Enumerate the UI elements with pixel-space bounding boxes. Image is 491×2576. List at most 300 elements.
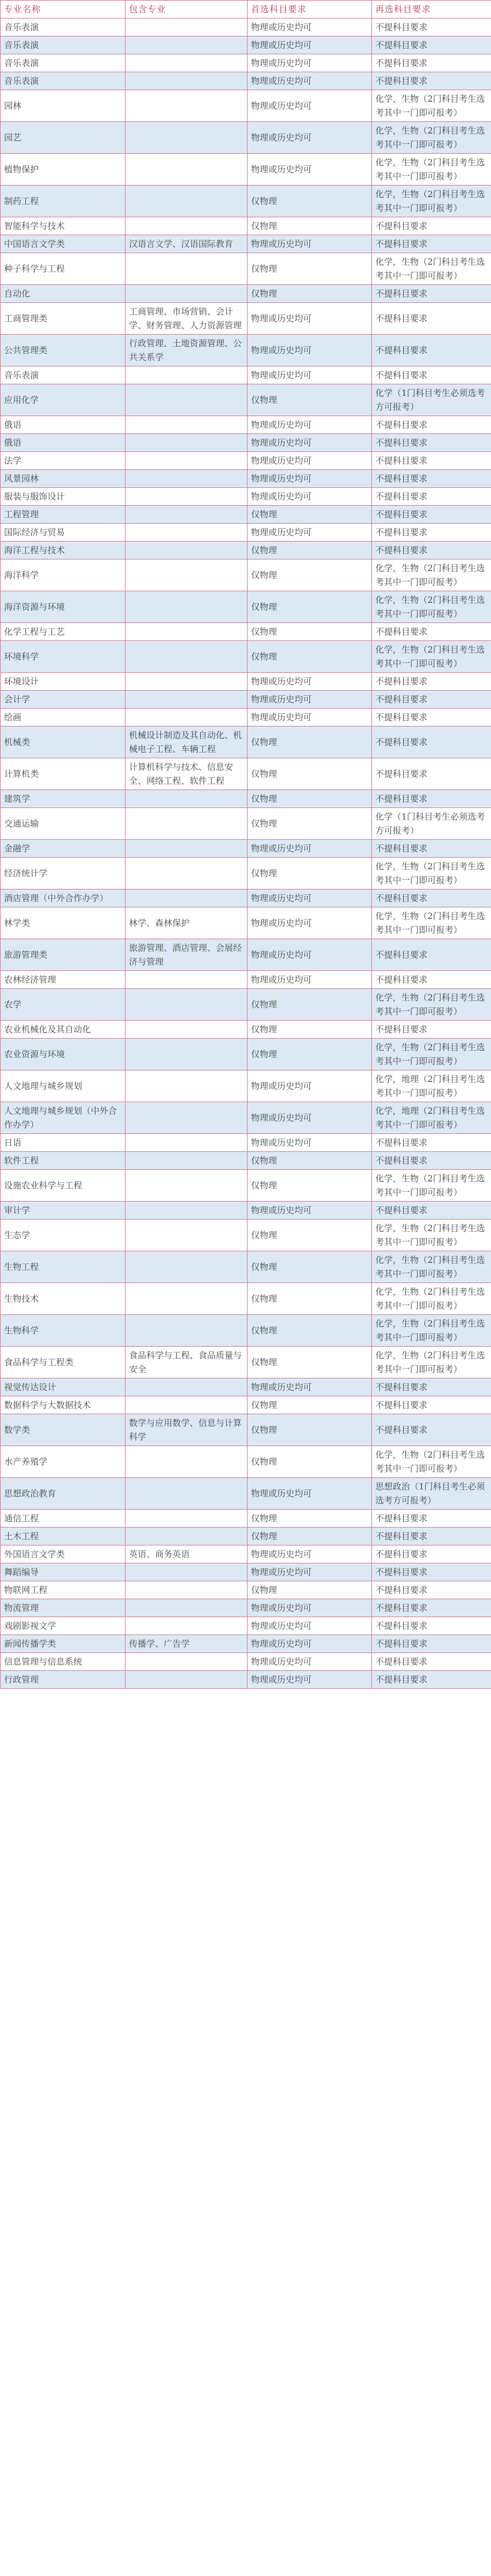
major-name-cell: 中国语言文学类 [1, 235, 125, 253]
reselect-cell: 化学（1门科目考生必须选考方可报考） [372, 384, 491, 416]
major-name-cell: 水产养殖学 [1, 1446, 125, 1478]
major-name-cell: 风景园林 [1, 470, 125, 488]
major-name-cell: 数学类 [1, 1414, 125, 1446]
included-majors-cell [125, 1563, 248, 1581]
table-row [1, 1510, 491, 1528]
table-row [1, 1653, 491, 1671]
first-choice-cell: 仅物理 [248, 285, 372, 303]
major-name-cell: 信息管理与信息系统 [1, 1653, 125, 1671]
included-majors-cell [125, 122, 248, 154]
major-name-cell: 音乐表演 [1, 366, 125, 384]
included-majors-cell [125, 1220, 248, 1251]
reselect-cell: 不提科目要求 [372, 506, 491, 524]
first-choice-cell: 物理或历史均可 [248, 691, 372, 709]
reselect-cell: 不提科目要求 [372, 416, 491, 434]
first-choice-cell: 物理或历史均可 [248, 452, 372, 470]
reselect-cell: 不提科目要求 [372, 235, 491, 253]
included-majors-cell: 英语、商务英语 [125, 1545, 248, 1563]
reselect-cell: 不提科目要求 [372, 1152, 491, 1170]
reselect-cell: 化学，生物（2门科目考生选考其中一门即可报考） [372, 641, 491, 673]
table-row [1, 1617, 491, 1635]
first-choice-cell: 仅物理 [248, 1581, 372, 1599]
included-majors-cell [125, 1170, 248, 1202]
first-choice-cell: 仅物理 [248, 591, 372, 623]
reselect-cell: 不提科目要求 [372, 542, 491, 559]
table-row [1, 1152, 491, 1170]
major-name-cell: 海洋工程与技术 [1, 542, 125, 559]
table-header [1, 1, 491, 18]
table-row [1, 641, 491, 673]
reselect-cell: 化学，生物（2门科目考生选考其中一门即可报考） [372, 907, 491, 939]
major-name-cell: 音乐表演 [1, 18, 125, 36]
table-row [1, 591, 491, 623]
included-majors-cell [125, 1152, 248, 1170]
included-majors-cell [125, 1070, 248, 1102]
first-choice-cell: 仅物理 [248, 1510, 372, 1528]
major-name-cell: 新闻传播学类 [1, 1635, 125, 1653]
major-name-cell: 金融学 [1, 840, 125, 858]
major-name-cell: 音乐表演 [1, 54, 125, 72]
major-name-cell: 音乐表演 [1, 36, 125, 54]
table-row [1, 1671, 491, 1689]
major-name-cell: 物联网工程 [1, 1581, 125, 1599]
reselect-cell: 化学，生物（2门科目考生选考其中一门即可报考） [372, 1170, 491, 1202]
first-choice-cell: 仅物理 [248, 989, 372, 1021]
first-choice-cell: 物理或历史均可 [248, 889, 372, 907]
major-name-cell: 计算机类 [1, 758, 125, 790]
reselect-cell: 不提科目要求 [372, 1510, 491, 1528]
included-majors-cell [125, 1478, 248, 1510]
table-row [1, 1446, 491, 1478]
reselect-cell: 不提科目要求 [372, 285, 491, 303]
table-row [1, 154, 491, 186]
major-name-cell: 制药工程 [1, 186, 125, 217]
table-row [1, 122, 491, 154]
table-row [1, 18, 491, 36]
first-choice-cell: 仅物理 [248, 858, 372, 889]
first-choice-cell: 物理或历史均可 [248, 1671, 372, 1689]
major-name-cell: 绘画 [1, 709, 125, 727]
first-choice-cell: 物理或历史均可 [248, 1478, 372, 1510]
first-choice-cell: 物理或历史均可 [248, 1653, 372, 1671]
major-name-cell: 农林经济管理 [1, 971, 125, 989]
first-choice-cell: 物理或历史均可 [248, 154, 372, 186]
major-name-cell: 思想政治教育 [1, 1478, 125, 1510]
reselect-cell: 不提科目要求 [372, 366, 491, 384]
first-choice-cell: 仅物理 [248, 1446, 372, 1478]
major-name-cell: 服装与服饰设计 [1, 488, 125, 506]
table-row [1, 790, 491, 808]
first-choice-cell: 仅物理 [248, 1283, 372, 1315]
reselect-cell: 不提科目要求 [372, 758, 491, 790]
included-majors-cell [125, 840, 248, 858]
major-name-cell: 软件工程 [1, 1152, 125, 1170]
table-row [1, 186, 491, 217]
first-choice-cell: 物理或历史均可 [248, 36, 372, 54]
first-choice-cell: 仅物理 [248, 1152, 372, 1170]
table-row [1, 758, 491, 790]
included-majors-cell [125, 1283, 248, 1315]
reselect-cell: 化学，生物（2门科目考生选考其中一门即可报考） [372, 1315, 491, 1347]
table-row [1, 1102, 491, 1134]
first-choice-cell: 仅物理 [248, 506, 372, 524]
major-name-cell: 化学工程与工艺 [1, 623, 125, 641]
first-choice-cell: 仅物理 [248, 623, 372, 641]
included-majors-cell: 汉语言文学、汉语国际教育 [125, 235, 248, 253]
included-majors-cell: 计算机科学与技术、信息安全、网络工程、软件工程 [125, 758, 248, 790]
major-name-cell: 法学 [1, 452, 125, 470]
major-name-cell: 农业机械化及其自动化 [1, 1021, 125, 1039]
included-majors-cell: 林学、森林保护 [125, 907, 248, 939]
major-name-cell: 自动化 [1, 285, 125, 303]
major-name-cell: 会计学 [1, 691, 125, 709]
table-row [1, 235, 491, 253]
included-majors-cell [125, 623, 248, 641]
included-majors-cell [125, 452, 248, 470]
reselect-cell: 不提科目要求 [372, 790, 491, 808]
major-name-cell: 人文地理与城乡规划 [1, 1070, 125, 1102]
major-name-cell: 种子科学与工程 [1, 253, 125, 285]
first-choice-cell: 仅物理 [248, 542, 372, 559]
table-row [1, 54, 491, 72]
reselect-cell: 不提科目要求 [372, 434, 491, 452]
table-row [1, 1283, 491, 1315]
reselect-cell: 化学，生物（2门科目考生选考其中一门即可报考） [372, 90, 491, 122]
first-choice-cell: 仅物理 [248, 1347, 372, 1378]
included-majors-cell [125, 1378, 248, 1396]
first-choice-cell: 物理或历史均可 [248, 1202, 372, 1220]
included-majors-cell [125, 506, 248, 524]
major-name-cell: 工商管理类 [1, 303, 125, 335]
table-row [1, 1220, 491, 1251]
table-row [1, 434, 491, 452]
reselect-cell: 不提科目要求 [372, 1378, 491, 1396]
first-choice-cell: 仅物理 [248, 253, 372, 285]
included-majors-cell [125, 1617, 248, 1635]
first-choice-cell: 物理或历史均可 [248, 366, 372, 384]
table-row [1, 1478, 491, 1510]
reselect-cell: 不提科目要求 [372, 1671, 491, 1689]
major-name-cell: 行政管理 [1, 1671, 125, 1689]
table-row [1, 303, 491, 335]
reselect-cell: 化学，生物（2门科目考生选考其中一门即可报考） [372, 253, 491, 285]
header-reselect-subject: 再选科目要求 [372, 1, 491, 18]
first-choice-cell: 物理或历史均可 [248, 235, 372, 253]
reselect-cell: 不提科目要求 [372, 524, 491, 542]
table-row [1, 72, 491, 90]
first-choice-cell: 仅物理 [248, 1039, 372, 1070]
reselect-cell: 不提科目要求 [372, 691, 491, 709]
first-choice-cell: 仅物理 [248, 1528, 372, 1545]
table-row [1, 217, 491, 235]
table-row [1, 1039, 491, 1070]
table-row [1, 253, 491, 285]
major-name-cell: 国际经济与贸易 [1, 524, 125, 542]
reselect-cell: 化学，生物（2门科目考生选考其中一门即可报考） [372, 1446, 491, 1478]
included-majors-cell: 旅游管理、酒店管理、会展经济与管理 [125, 939, 248, 971]
major-name-cell: 舞蹈编导 [1, 1563, 125, 1581]
major-name-cell: 海洋科学 [1, 559, 125, 591]
reselect-cell: 不提科目要求 [372, 72, 491, 90]
reselect-cell: 化学，生物（2门科目考生选考其中一门即可报考） [372, 1220, 491, 1251]
table-row [1, 559, 491, 591]
first-choice-cell: 物理或历史均可 [248, 1545, 372, 1563]
first-choice-cell: 物理或历史均可 [248, 1070, 372, 1102]
major-name-cell: 土木工程 [1, 1528, 125, 1545]
table-row [1, 1021, 491, 1039]
reselect-cell: 不提科目要求 [372, 939, 491, 971]
first-choice-cell: 物理或历史均可 [248, 1635, 372, 1653]
major-name-cell: 旅游管理类 [1, 939, 125, 971]
table-row [1, 1170, 491, 1202]
major-name-cell: 生态学 [1, 1220, 125, 1251]
first-choice-cell: 物理或历史均可 [248, 1378, 372, 1396]
reselect-cell: 不提科目要求 [372, 623, 491, 641]
table-row [1, 36, 491, 54]
header-row [1, 1, 491, 18]
reselect-cell: 化学，生物（2门科目考生选考其中一门即可报考） [372, 1251, 491, 1283]
major-name-cell: 智能科学与技术 [1, 217, 125, 235]
table-row [1, 1528, 491, 1545]
first-choice-cell: 物理或历史均可 [248, 709, 372, 727]
first-choice-cell: 物理或历史均可 [248, 303, 372, 335]
table-row [1, 889, 491, 907]
first-choice-cell: 仅物理 [248, 1220, 372, 1251]
included-majors-cell [125, 154, 248, 186]
table-row [1, 524, 491, 542]
reselect-cell: 不提科目要求 [372, 36, 491, 54]
major-name-cell: 园艺 [1, 122, 125, 154]
major-name-cell: 日语 [1, 1134, 125, 1152]
reselect-cell: 化学，生物（2门科目考生选考其中一门即可报考） [372, 1347, 491, 1378]
included-majors-cell: 传播学、广告学 [125, 1635, 248, 1653]
reselect-cell: 不提科目要求 [372, 18, 491, 36]
major-name-cell: 设施农业科学与工程 [1, 1170, 125, 1202]
table-row [1, 366, 491, 384]
table-row [1, 1581, 491, 1599]
table-row [1, 506, 491, 524]
table-row [1, 542, 491, 559]
included-majors-cell [125, 1134, 248, 1152]
included-majors-cell [125, 691, 248, 709]
included-majors-cell [125, 1102, 248, 1134]
major-name-cell: 生物科学 [1, 1315, 125, 1347]
included-majors-cell [125, 889, 248, 907]
included-majors-cell [125, 1510, 248, 1528]
major-name-cell: 农学 [1, 989, 125, 1021]
reselect-cell: 不提科目要求 [372, 335, 491, 366]
reselect-cell: 不提科目要求 [372, 1581, 491, 1599]
included-majors-cell [125, 366, 248, 384]
major-name-cell: 通信工程 [1, 1510, 125, 1528]
table-row [1, 1563, 491, 1581]
reselect-cell: 不提科目要求 [372, 1617, 491, 1635]
major-name-cell: 海洋资源与环境 [1, 591, 125, 623]
included-majors-cell [125, 1039, 248, 1070]
reselect-cell: 不提科目要求 [372, 709, 491, 727]
table-row [1, 470, 491, 488]
included-majors-cell [125, 989, 248, 1021]
table-row [1, 623, 491, 641]
first-choice-cell: 物理或历史均可 [248, 434, 372, 452]
reselect-cell: 不提科目要求 [372, 889, 491, 907]
included-majors-cell [125, 1396, 248, 1414]
reselect-cell: 不提科目要求 [372, 1202, 491, 1220]
first-choice-cell: 物理或历史均可 [248, 524, 372, 542]
first-choice-cell: 仅物理 [248, 1251, 372, 1283]
table-row [1, 673, 491, 691]
included-majors-cell [125, 217, 248, 235]
reselect-cell: 不提科目要求 [372, 673, 491, 691]
first-choice-cell: 仅物理 [248, 1414, 372, 1446]
included-majors-cell [125, 72, 248, 90]
included-majors-cell [125, 384, 248, 416]
included-majors-cell [125, 559, 248, 591]
first-choice-cell: 物理或历史均可 [248, 1617, 372, 1635]
included-majors-cell [125, 971, 248, 989]
major-name-cell: 生物技术 [1, 1283, 125, 1315]
included-majors-cell [125, 18, 248, 36]
first-choice-cell: 物理或历史均可 [248, 54, 372, 72]
table-row [1, 709, 491, 727]
included-majors-cell [125, 591, 248, 623]
first-choice-cell: 物理或历史均可 [248, 416, 372, 434]
major-name-cell: 林学类 [1, 907, 125, 939]
table-row [1, 808, 491, 840]
included-majors-cell [125, 1251, 248, 1283]
major-name-cell: 交通运输 [1, 808, 125, 840]
first-choice-cell: 仅物理 [248, 384, 372, 416]
first-choice-cell: 物理或历史均可 [248, 971, 372, 989]
reselect-cell: 不提科目要求 [372, 1563, 491, 1581]
major-name-cell: 俄语 [1, 416, 125, 434]
included-majors-cell: 食品科学与工程、食品质量与安全 [125, 1347, 248, 1378]
included-majors-cell [125, 488, 248, 506]
major-name-cell: 应用化学 [1, 384, 125, 416]
included-majors-cell [125, 709, 248, 727]
reselect-cell: 化学，地理（2门科目考生选考其中一门即可报考） [372, 1070, 491, 1102]
included-majors-cell [125, 808, 248, 840]
reselect-cell: 不提科目要求 [372, 1545, 491, 1563]
reselect-cell: 化学，生物（2门科目考生选考其中一门即可报考） [372, 591, 491, 623]
reselect-cell: 不提科目要求 [372, 1396, 491, 1414]
reselect-cell: 化学，生物（2门科目考生选考其中一门即可报考） [372, 858, 491, 889]
first-choice-cell: 物理或历史均可 [248, 673, 372, 691]
major-name-cell: 外国语言文学类 [1, 1545, 125, 1563]
included-majors-cell [125, 1315, 248, 1347]
table-row [1, 1599, 491, 1617]
included-majors-cell [125, 673, 248, 691]
first-choice-cell: 物理或历史均可 [248, 90, 372, 122]
table-row [1, 285, 491, 303]
major-name-cell: 俄语 [1, 434, 125, 452]
table-row [1, 452, 491, 470]
first-choice-cell: 物理或历史均可 [248, 72, 372, 90]
first-choice-cell: 仅物理 [248, 217, 372, 235]
included-majors-cell [125, 790, 248, 808]
table-row [1, 1347, 491, 1378]
table-row [1, 1414, 491, 1446]
included-majors-cell [125, 54, 248, 72]
major-name-cell: 审计学 [1, 1202, 125, 1220]
reselect-cell: 不提科目要求 [372, 1134, 491, 1152]
included-majors-cell [125, 1653, 248, 1671]
reselect-cell: 化学，生物（2门科目考生选考其中一门即可报考） [372, 122, 491, 154]
included-majors-cell [125, 434, 248, 452]
reselect-cell: 不提科目要求 [372, 1021, 491, 1039]
first-choice-cell: 物理或历史均可 [248, 335, 372, 366]
first-choice-cell: 物理或历史均可 [248, 840, 372, 858]
reselect-cell: 化学，生物（2门科目考生选考其中一门即可报考） [372, 186, 491, 217]
reselect-cell: 不提科目要求 [372, 54, 491, 72]
table-row [1, 335, 491, 366]
reselect-cell: 思想政治（1门科目考生必须选考方可报考） [372, 1478, 491, 1510]
included-majors-cell [125, 470, 248, 488]
major-name-cell: 经济统计学 [1, 858, 125, 889]
included-majors-cell [125, 1202, 248, 1220]
first-choice-cell: 仅物理 [248, 1315, 372, 1347]
reselect-cell: 不提科目要求 [372, 217, 491, 235]
first-choice-cell: 仅物理 [248, 1170, 372, 1202]
reselect-cell: 化学，生物（2门科目考生选考其中一门即可报考） [372, 154, 491, 186]
major-name-cell: 建筑学 [1, 790, 125, 808]
included-majors-cell [125, 253, 248, 285]
table-row [1, 416, 491, 434]
included-majors-cell [125, 1671, 248, 1689]
reselect-cell: 不提科目要求 [372, 971, 491, 989]
reselect-cell: 不提科目要求 [372, 840, 491, 858]
reselect-cell: 不提科目要求 [372, 1635, 491, 1653]
table-row [1, 989, 491, 1021]
major-name-cell: 视觉传达设计 [1, 1378, 125, 1396]
major-name-cell: 物流管理 [1, 1599, 125, 1617]
reselect-cell: 不提科目要求 [372, 1528, 491, 1545]
first-choice-cell: 仅物理 [248, 1021, 372, 1039]
included-majors-cell [125, 1446, 248, 1478]
major-name-cell: 人文地理与城乡规划（中外合作办学） [1, 1102, 125, 1134]
major-name-cell: 机械类 [1, 727, 125, 758]
table-row [1, 939, 491, 971]
included-majors-cell: 工商管理、市场营销、会计学、财务管理、人力资源管理 [125, 303, 248, 335]
header-first-choice-subject: 首选科目要求 [248, 1, 372, 18]
first-choice-cell: 物理或历史均可 [248, 122, 372, 154]
major-name-cell: 数据科学与大数据技术 [1, 1396, 125, 1414]
table-row [1, 971, 491, 989]
table-row [1, 1396, 491, 1414]
first-choice-cell: 物理或历史均可 [248, 18, 372, 36]
table-row [1, 858, 491, 889]
table-row [1, 1202, 491, 1220]
first-choice-cell: 仅物理 [248, 559, 372, 591]
reselect-cell: 不提科目要求 [372, 303, 491, 335]
first-choice-cell: 物理或历史均可 [248, 470, 372, 488]
reselect-cell: 化学，生物（2门科目考生选考其中一门即可报考） [372, 989, 491, 1021]
first-choice-cell: 物理或历史均可 [248, 1599, 372, 1617]
table-row [1, 1635, 491, 1653]
first-choice-cell: 仅物理 [248, 790, 372, 808]
first-choice-cell: 仅物理 [248, 808, 372, 840]
included-majors-cell [125, 858, 248, 889]
reselect-cell: 化学，地理（2门科目考生选考其中一门即可报考） [372, 1102, 491, 1134]
table-row [1, 1251, 491, 1283]
first-choice-cell: 仅物理 [248, 727, 372, 758]
reselect-cell: 化学（1门科目考生必须选考方可报考） [372, 808, 491, 840]
table-row [1, 1134, 491, 1152]
included-majors-cell [125, 1528, 248, 1545]
table-row [1, 1315, 491, 1347]
major-name-cell: 生物工程 [1, 1251, 125, 1283]
first-choice-cell: 物理或历史均可 [248, 1563, 372, 1581]
